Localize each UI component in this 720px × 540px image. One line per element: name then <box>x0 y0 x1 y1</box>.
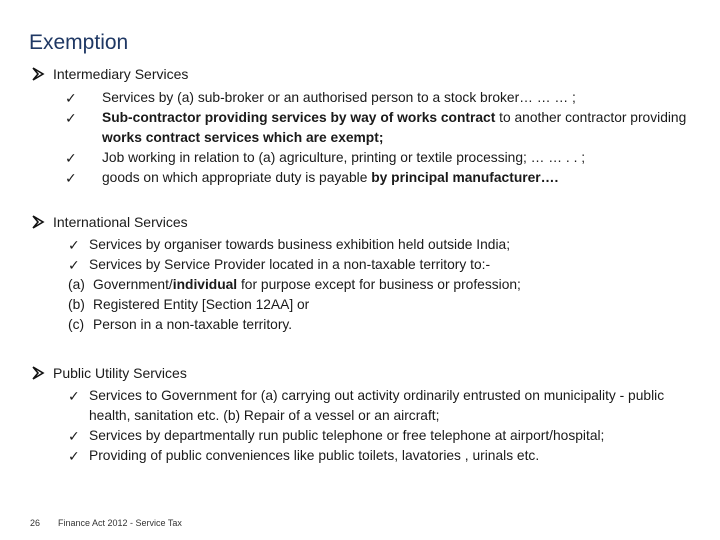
checkmark-icon: ✓ <box>68 237 80 253</box>
list-item <box>31 255 711 275</box>
item-text: Services by departmentally run public telephone or free telephone at airport/hospital; <box>89 428 605 443</box>
sub-item-text: Registered Entity [Section 12AA] or <box>93 297 310 312</box>
section-title: Public Utility Services <box>53 365 187 381</box>
arrow-bullet-icon <box>31 365 45 381</box>
section-international-services <box>31 214 711 335</box>
arrow-bullet-icon <box>31 66 45 82</box>
item-text <box>102 108 702 148</box>
item-text <box>102 168 702 188</box>
plain-text: Government/ <box>93 277 173 292</box>
plain-text: for purpose except for business or profession; <box>237 277 521 292</box>
sub-list-item <box>31 275 711 295</box>
plain-text: to another contractor providing <box>495 110 687 125</box>
checkmark-icon: ✓ <box>65 150 77 166</box>
list-item <box>31 108 711 148</box>
bold-text: Sub-contractor providing services by way of works contract <box>102 110 496 125</box>
item-text: Services by (a) sub-broker or an authorised person to a stock broker… … … ; <box>102 90 576 105</box>
bold-text: by principal manufacturer…. <box>371 170 559 185</box>
page-title: Exemption <box>29 31 129 54</box>
list-item <box>31 168 711 188</box>
section-title: International Services <box>53 214 188 230</box>
item-text: Services by Service Provider located in a non-taxable territory to:- <box>89 257 491 272</box>
sub-item-text: Person in a non-taxable territory. <box>93 317 293 332</box>
checkmark-icon: ✓ <box>65 110 77 126</box>
checkmark-icon: ✓ <box>65 170 77 186</box>
sub-list-item <box>31 295 711 315</box>
list-item <box>31 426 711 446</box>
checkmark-icon: ✓ <box>68 257 80 273</box>
footer-text: Finance Act 2012 - Service Tax <box>58 518 182 528</box>
sub-item-text <box>93 275 711 295</box>
section-heading <box>31 214 711 234</box>
checkmark-icon: ✓ <box>68 448 80 464</box>
page-number: 26 <box>30 518 41 528</box>
checkmark-icon: ✓ <box>65 90 77 106</box>
section-heading <box>31 365 711 385</box>
item-text: Services by organiser towards business exhibition held outside India; <box>89 237 511 252</box>
section-heading <box>31 66 711 86</box>
checkmark-icon: ✓ <box>68 428 80 444</box>
item-text: Providing of public conveniences like public toilets, lavatories , urinals etc. <box>89 448 540 463</box>
section-intermediary-services <box>31 66 711 188</box>
list-item <box>31 386 711 426</box>
checkmark-icon: ✓ <box>68 388 80 404</box>
item-text: Job working in relation to (a) agriculture, printing or textile processing; … … . . ; <box>102 150 586 165</box>
sub-item-label: (a) <box>68 277 85 292</box>
bold-text: works contract services which are exempt; <box>102 130 384 145</box>
sub-list-item <box>31 315 711 335</box>
arrow-bullet-icon <box>31 214 45 230</box>
sub-item-label: (b) <box>68 297 85 312</box>
plain-text: goods on which appropriate duty is payable <box>102 170 372 185</box>
section-public-utility-services <box>31 365 711 466</box>
sub-item-label: (c) <box>68 317 85 332</box>
item-text: Services to Government for (a) carrying out activity ordinarily entrusted on municipality - public health, sanitation etc. (b) Repair of a vessel or an aircraft; <box>89 388 665 423</box>
list-item <box>31 88 711 108</box>
section-title: Intermediary Services <box>53 66 189 82</box>
list-item <box>31 148 711 168</box>
bold-text: individual <box>172 277 238 292</box>
list-item <box>31 235 711 255</box>
list-item <box>31 446 711 466</box>
